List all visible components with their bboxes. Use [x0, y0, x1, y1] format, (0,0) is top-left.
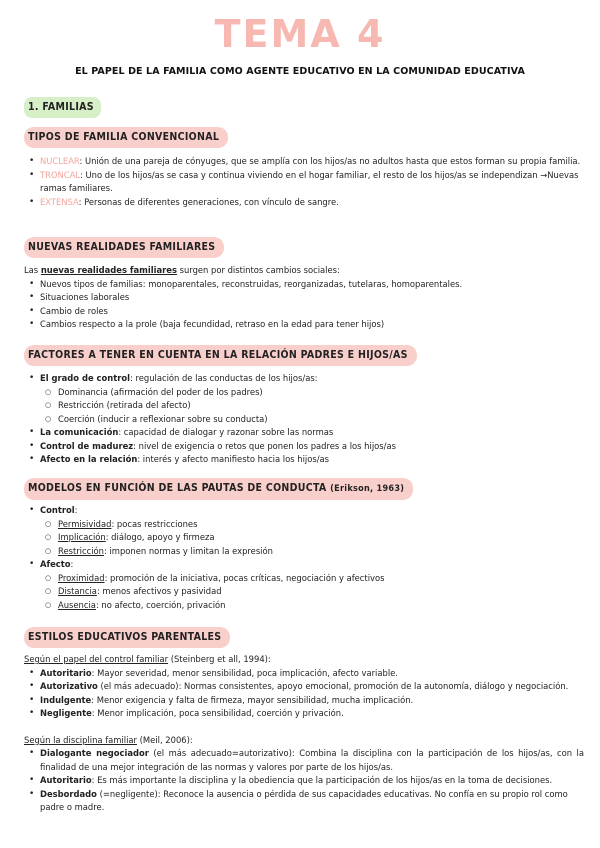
estilos-intro1-ref: (Steinberg et all, 1994):	[168, 654, 271, 664]
comunicacion-text: : capacidad de dialogar y razonar sobre las normas	[118, 427, 334, 437]
section-tipos-familia	[24, 125, 584, 148]
afecto-term: Afecto en la relación	[40, 454, 138, 464]
nuevas-intro-term: nuevas realidades familiares	[40, 265, 177, 275]
estilos-heading: ESTILOS EDUCATIVOS PARENTALES	[24, 627, 230, 648]
sub-term: Permisividad	[58, 518, 112, 529]
list-item	[24, 196, 584, 210]
list-item	[24, 694, 584, 708]
list-item: • Nuevos tipos de familias: monoparentales, reconstruidas, reorganizadas, tutelaras, homoparentales.	[24, 278, 584, 292]
sub-term: Proximidad	[58, 572, 105, 583]
factores-heading: FACTORES A TENER EN CUENTA EN LA RELACIÓN PADRES E HIJOS/AS	[24, 345, 417, 366]
estilo-text: : Mayor severidad, menor sensibilidad, poca implicación, afecto variable.	[91, 667, 398, 678]
extensa-text: : Personas de diferentes generaciones, con vínculo de sangre.	[78, 196, 339, 207]
list-item	[24, 707, 584, 721]
section-nuevas-realidades	[24, 235, 584, 258]
estilo-text: (el más adecuado): Normas consistentes, apoyo emocional, promoción de la autonomía, diálogo y negociación.	[97, 681, 569, 691]
modelos-heading-ref: (Erikson, 1963)	[330, 484, 405, 494]
list-item: • Cambios respecto a la prole (baja fecundidad, retraso en la edad para tener hijos)	[24, 318, 584, 332]
section-modelos	[24, 476, 584, 500]
tipos-list-wrap	[24, 155, 584, 209]
modelos-heading-text: MODELOS EN FUNCIÓN DE LAS PAUTAS DE CONDUCTA	[28, 482, 327, 494]
tipos-heading: TIPOS DE FAMILIA CONVENCIONAL	[24, 127, 228, 148]
sub-text: : pocas restricciones	[111, 518, 198, 529]
estilos-list-2	[24, 747, 584, 815]
sub-term: Restricción	[58, 545, 104, 556]
control-text: : regulación de las conductas de los hijos/as:	[129, 373, 318, 383]
term-extensa: EXTENSA	[40, 196, 79, 207]
disciplina-term: Autoritario	[40, 775, 92, 785]
nuevas-heading: NUEVAS REALIDADES FAMILIARES	[24, 237, 224, 258]
modelos-afecto-list	[24, 558, 584, 572]
disciplina-term: Dialogante negociador	[40, 748, 149, 758]
sub-text: : imponen normas y limitan la expresión	[103, 545, 273, 556]
disciplina-text: : Es más importante la disciplina y la obediencia que la participación de los hijos/as en la toma de decisiones.	[91, 775, 553, 785]
list-item	[24, 440, 584, 454]
list-item	[24, 426, 584, 440]
disciplina-term: Desbordado	[40, 788, 97, 799]
sub-term: Distancia	[58, 586, 97, 596]
modelos-control-sublist	[24, 518, 584, 559]
nuclear-text: : Unión de una pareja de cónyuges, que se amplía con los hijos/as no adultos hasta que estos forman su propia familia.	[79, 156, 581, 166]
control-sublist	[24, 386, 584, 427]
list-item: • Control:	[24, 504, 584, 518]
estilo-term: Negligente	[40, 708, 92, 718]
estilo-term: Autorizativo	[40, 681, 98, 691]
list-item: ○ Coerción (inducir a reflexionar sobre su conducta)	[24, 413, 584, 427]
list-item	[24, 545, 584, 559]
list-item	[24, 531, 584, 545]
estilo-text: : Menor implicación, poca sensibilidad, coerción y privación.	[91, 708, 344, 718]
disciplina-text: (el más adecuado=autorizativo): Combina la disciplina con la participación de los hijos/as, con la finalidad de una mejor integración de las normas y valores por parte de los hijos/as.	[40, 748, 584, 772]
estilos-list-1	[24, 667, 584, 721]
list-item	[24, 788, 584, 815]
nuevas-body	[24, 264, 584, 332]
list-item	[24, 667, 584, 681]
afecto-text: : interés y afecto manifiesto hacia los hijos/as	[137, 454, 330, 464]
modelos-control-label: Control	[40, 505, 75, 515]
list-item	[24, 747, 584, 774]
factores-list	[24, 372, 584, 386]
estilo-text: : Menor exigencia y falta de firmeza, mayor sensibilidad, mucha implicación.	[91, 694, 414, 705]
list-item	[24, 372, 584, 386]
list-item	[24, 155, 584, 169]
list-item	[24, 680, 584, 694]
disciplina-text: (=negligente): Reconoce la ausencia o pérdida de sus capacidades educativas. No confía en su propio rol como padre o madre.	[40, 788, 568, 812]
estilos-intro-1	[24, 653, 584, 667]
control-term: El grado de control	[40, 373, 130, 383]
sub-term: Implicación	[58, 532, 106, 542]
tipos-list	[24, 155, 584, 209]
page-title: TEMA 4	[214, 12, 386, 56]
nuevas-intro-pre: Las	[24, 265, 41, 275]
list-item: ○ Dominancia (afirmación del poder de los padres)	[24, 386, 584, 400]
sub-text: : no afecto, coerción, privación	[95, 599, 226, 610]
sub-text: : menos afectivos y pasividad	[96, 586, 222, 596]
estilos-intro1-term: Según el papel del control familiar	[24, 654, 169, 664]
estilo-term: Autoritario	[40, 667, 92, 678]
estilos-intro2-term: Según la disciplina familiar	[24, 734, 137, 745]
sub-term: Ausencia	[58, 599, 96, 610]
section-familias-heading: 1. FAMILIAS	[24, 97, 101, 118]
list-item	[24, 169, 584, 196]
modelos-heading	[24, 478, 413, 500]
madurez-term: Control de madurez	[40, 440, 134, 451]
sub-text: : promoción de la iniciativa, pocas críticas, negociación y afectivos	[104, 572, 385, 583]
list-item	[24, 585, 584, 599]
nuevas-intro-post: surgen por distintos cambios sociales:	[176, 265, 340, 275]
modelos-afecto-label: Afecto	[40, 559, 71, 569]
section-familias	[24, 95, 584, 118]
troncal-text: : Uno de los hijos/as se casa y continua viviendo en el hogar familiar, el resto de los hijos/as se independizan →Nuevas ramas familiares.	[40, 169, 579, 193]
list-item	[24, 599, 584, 613]
list-item	[24, 572, 584, 586]
term-troncal: TRONCAL	[40, 169, 81, 180]
list-item: • Situaciones laborales	[24, 291, 584, 305]
modelos-afecto-sublist	[24, 572, 584, 613]
estilos-intro-2	[24, 734, 584, 748]
nuevas-list	[24, 278, 584, 332]
list-item	[24, 453, 584, 467]
modelos-body	[24, 504, 584, 612]
estilos-intro2-ref: (Meil, 2006):	[137, 734, 193, 745]
modelos-control-list	[24, 504, 584, 518]
sub-text: : diálogo, apoyo y firmeza	[105, 532, 215, 542]
list-item: • Afecto:	[24, 558, 584, 572]
list-item: • Cambio de roles	[24, 305, 584, 319]
estilo-term: Indulgente	[40, 694, 92, 705]
madurez-text: : nivel de exigencia o retos que ponen los padres a los hijos/as	[133, 440, 396, 451]
term-nuclear: NUCLEAR	[40, 156, 80, 166]
section-estilos	[24, 625, 584, 648]
list-item	[24, 518, 584, 532]
nuevas-intro	[24, 264, 584, 278]
estilos-body	[24, 653, 584, 815]
factores-list-2	[24, 426, 584, 467]
factores-body	[24, 372, 584, 467]
list-item: ○ Restricción (retirada del afecto)	[24, 399, 584, 413]
section-factores	[24, 343, 584, 366]
comunicacion-term: La comunicación	[40, 427, 119, 437]
page-subtitle: EL PAPEL DE LA FAMILIA COMO AGENTE EDUCATIVO EN LA COMUNIDAD EDUCATIVA	[75, 66, 525, 77]
list-item	[24, 774, 584, 788]
